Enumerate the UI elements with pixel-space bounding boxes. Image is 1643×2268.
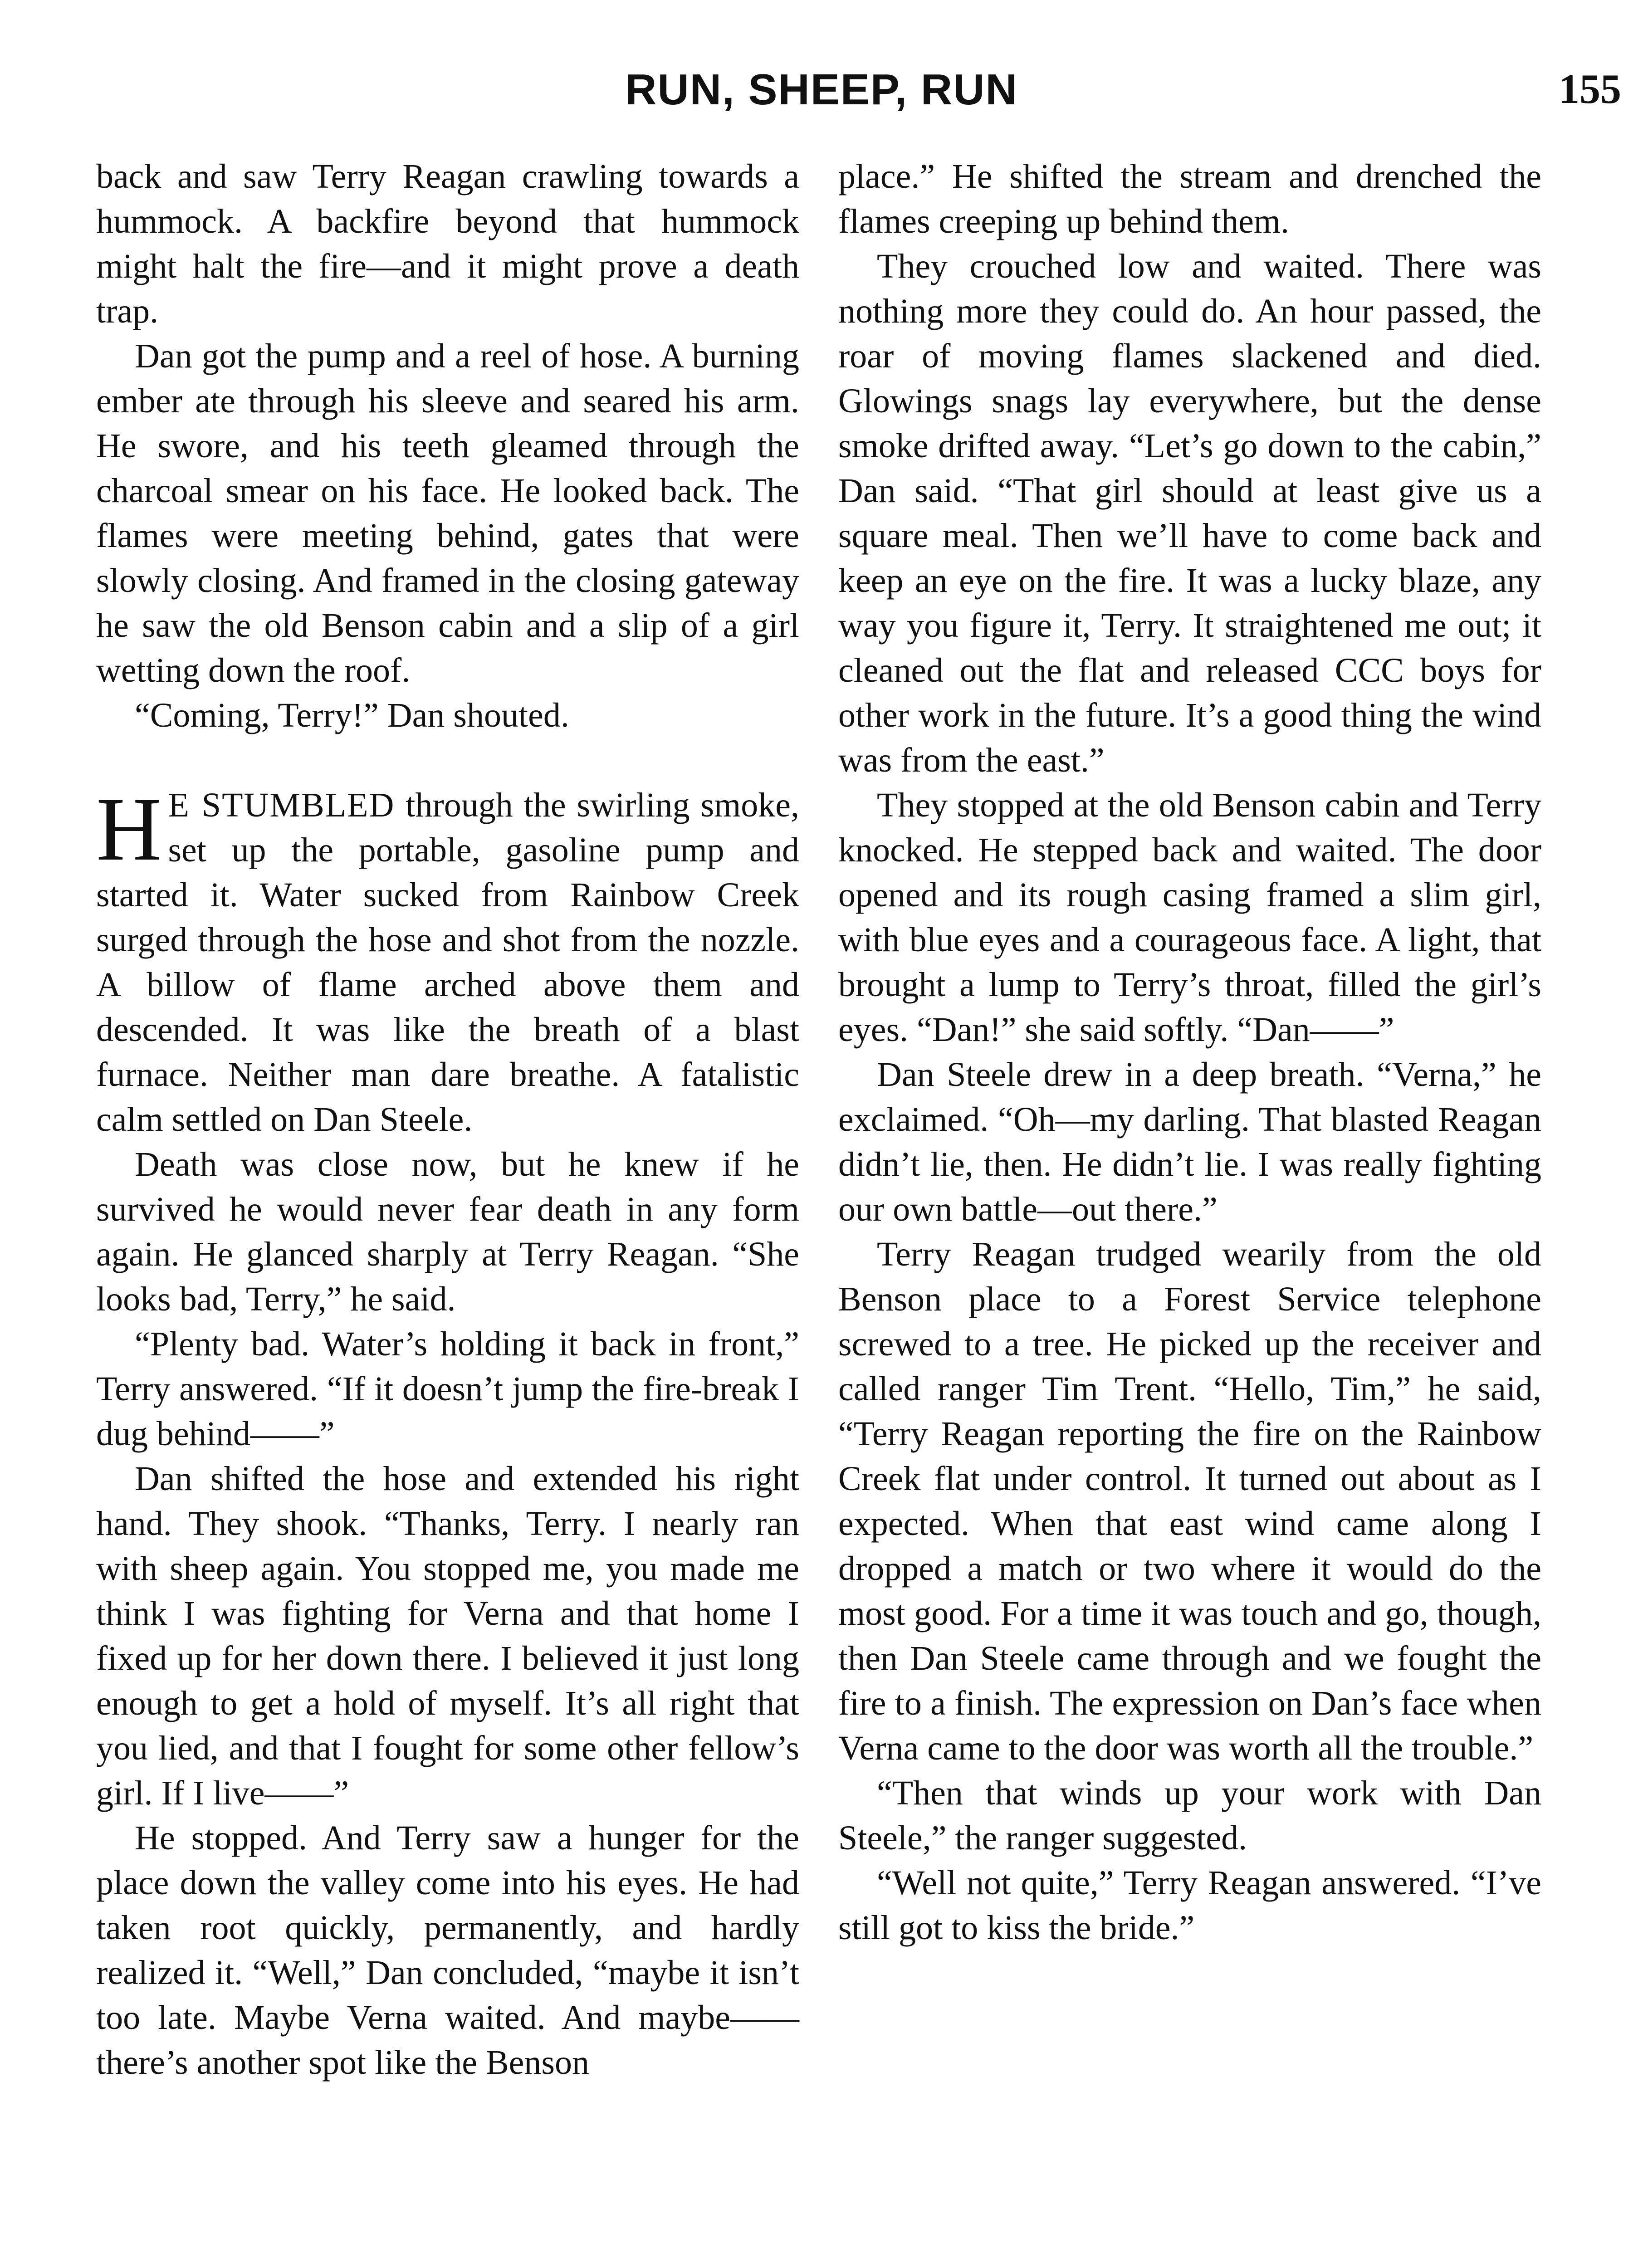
paragraph: Dan shifted the hose and extended his right hand. They shook. “Thanks, Terry. I nearly ran with sheep again. You stopped me, you made me think I was fighting for Verna and that home I fixed up for her down there. I believed it just long enough to get a hold of myself. It’s all right that you lied, and that I fought for some other fellow’s girl. If I live——” [96, 1460, 799, 1812]
paragraph-text: through the swirling smoke, set up the portable, gasoline pump and started it. Water sucked from Rainbow Creek surged through the hose and shot from the nozzle. A billow of flame arched above them and descended. It was like the breath of a blast furnace. Neither man dare breathe. A fatalistic calm settled on Dan Steele. [96, 786, 800, 1139]
paragraph: “Then that winds up your work with Dan Steele,” the ranger suggested. [838, 1774, 1541, 1857]
paragraph: Dan got the pump and a reel of hose. A burning ember ate through his sleeve and seared his arm. He swore, and his teeth gleamed through the charcoal smear on his face. He looked back. The flames were meeting behind, gates that were slowly closing. And framed in the closing gateway he saw the old Benson cabin and a slip of a girl wetting down the roof. [96, 337, 799, 689]
drop-cap: H [96, 779, 162, 880]
paragraph: back and saw Terry Reagan crawling towards a hummock. A backfire beyond that hummock might halt the fire—and it might prove a death trap. [96, 157, 799, 330]
paragraph: Death was close now, but he knew if he survived he would never fear death in any form again. He glanced sharply at Terry Reagan. “She looks bad, Terry,” he said. [96, 1145, 799, 1318]
section-opening-paragraph [96, 779, 800, 1142]
running-head-title: RUN, SHEEP, RUN [625, 65, 1018, 114]
paragraph: Terry Reagan trudged wearily from the old Benson place to a Forest Service telephone screwed to a tree. He picked up the receiver and called ranger Tim Trent. “Hello, Tim,” he said, “Terry Reagan reporting the fire on the Rainbow Creek flat under control. It turned out about as I expected. When that east wind came along I dropped a match or two where it would do the most good. For a time it was touch and go, though, then Dan Steele came through and we fought the fire to a finish. The expression on Dan’s face when Verna came to the door was worth all the trouble.” [838, 1235, 1541, 1767]
section-break [96, 738, 799, 783]
text-column-left [96, 154, 799, 2085]
paragraph: Dan Steele drew in a deep breath. “Verna,” he exclaimed. “Oh—my darling. That blasted Reagan didn’t lie, then. He didn’t lie. I was really fighting our own battle—out there.” [838, 1056, 1541, 1228]
paragraph: They stopped at the old Benson cabin and Terry knocked. He stepped back and waited. The door opened and its rough casing framed a slim girl, with blue eyes and a courageous face. A light, that brought a lump to Terry’s throat, filled the girl’s eyes. “Dan!” she said softly. “Dan——” [838, 786, 1541, 1049]
paragraph: “Plenty bad. Water’s holding it back in front,” Terry answered. “If it doesn’t jump the fire-break I dug behind——” [96, 1325, 799, 1453]
paragraph: place.” He shifted the stream and drenched the flames creeping up behind them. [838, 157, 1541, 240]
text-column-right [838, 154, 1541, 1950]
lead-in-caps: E STUMBLED [168, 786, 395, 824]
paragraph: “Well not quite,” Terry Reagan answered. “I’ve still got to kiss the bride.” [838, 1864, 1541, 1947]
paragraph: “Coming, Terry!” Dan shouted. [135, 696, 569, 734]
paragraph: He stopped. And Terry saw a hunger for the place down the valley come into his eyes. He had taken root quickly, permanently, and hardly realized it. “Well,” Dan concluded, “maybe it isn’t too late. Maybe Verna waited. And maybe—— there’s another spot like the Benson [96, 1819, 799, 2082]
paragraph: They crouched low and waited. There was nothing more they could do. An hour passed, the roar of moving flames slackened and died. Glowings snags lay everywhere, but the dense smoke drifted away. “Let’s go down to the cabin,” Dan said. “That girl should at least give us a square meal. Then we’ll have to come back and keep an eye on the fire. It was a lucky blaze, any way you figure it, Terry. It straightened me out; it cleaned out the flat and released CCC boys for other work in the future. It’s a good thing the wind was from the east.” [838, 247, 1541, 779]
page-number: 155 [1559, 66, 1621, 112]
